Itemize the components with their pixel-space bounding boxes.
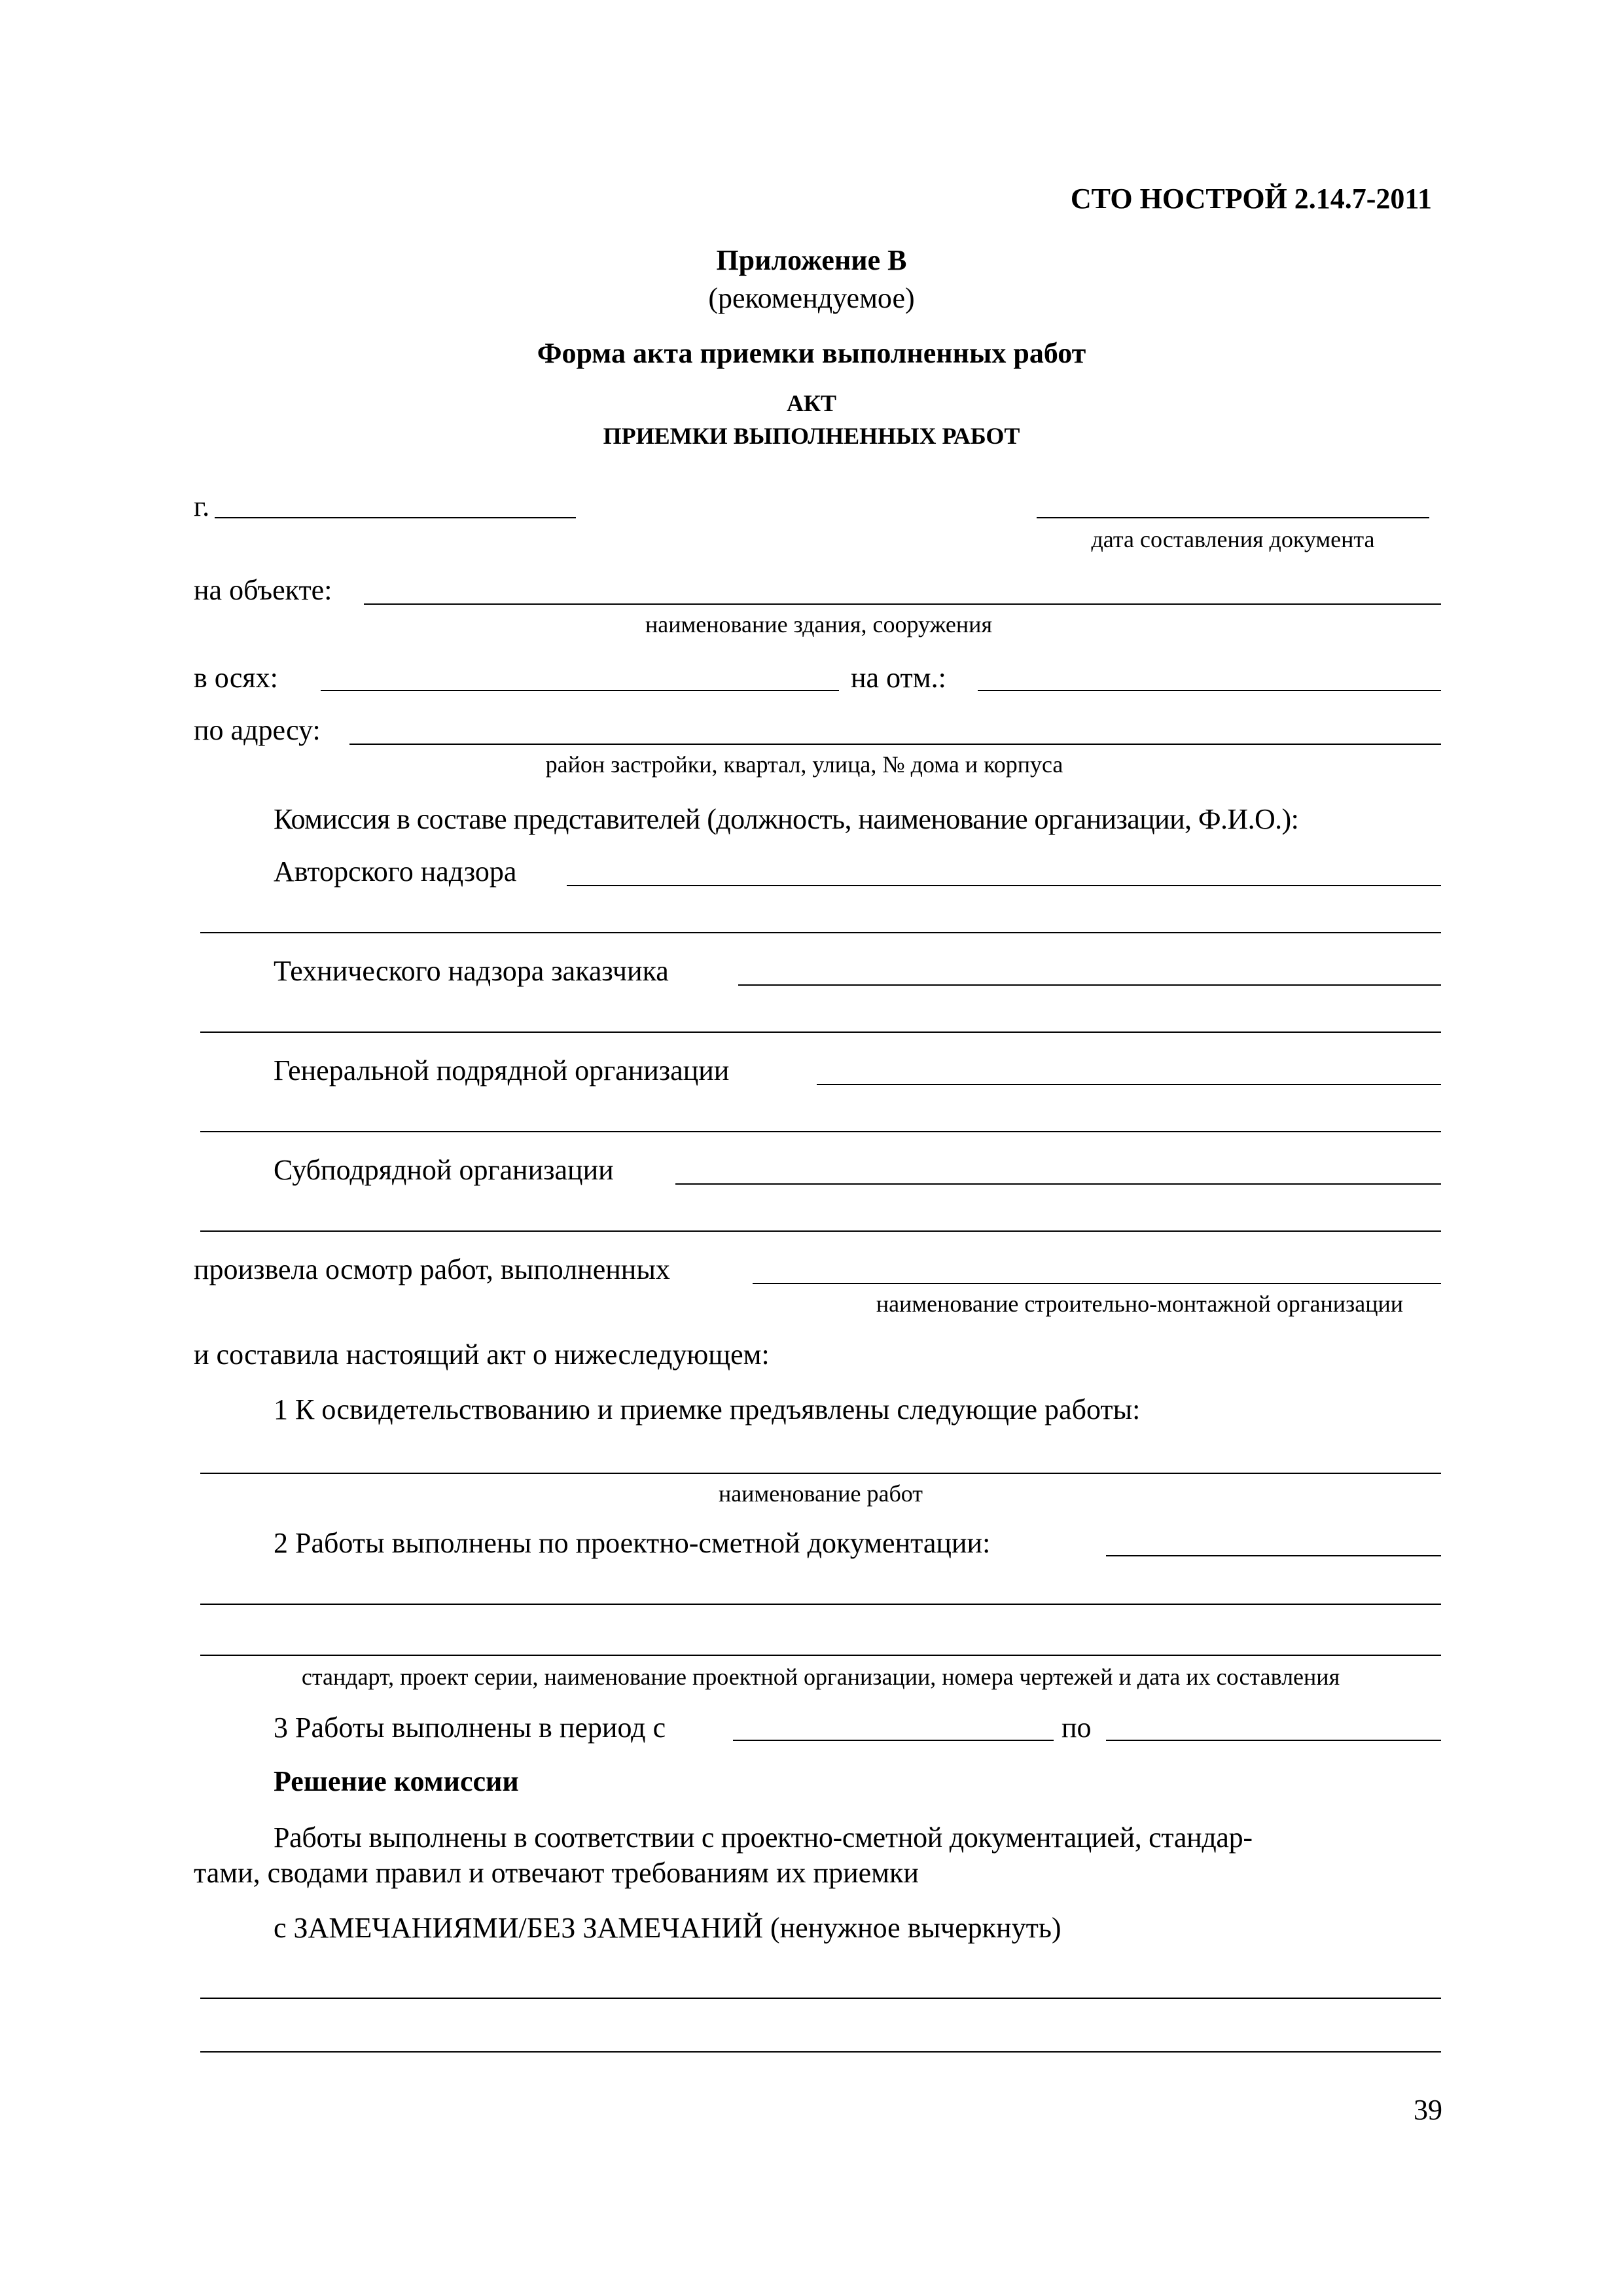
general-contractor-label: Генеральной подрядной организации (274, 1054, 730, 1086)
date-caption: дата составления документа (1091, 526, 1375, 552)
item1-field[interactable] (200, 1473, 1441, 1474)
appendix-title: Приложение В (716, 244, 907, 276)
item2-field-3[interactable] (200, 1655, 1441, 1656)
decision-text-line1: Работы выполнены в соответствии с проектно-сметной документацией, стандар- (274, 1821, 1253, 1854)
item1-caption: наименование работ (718, 1480, 923, 1507)
standard-code: СТО НОСТРОЙ 2.14.7-2011 (1070, 183, 1432, 215)
author-supervision-field[interactable] (567, 885, 1441, 886)
address-label: по адресу: (194, 714, 321, 746)
period-from-field[interactable] (733, 1740, 1054, 1741)
performed-caption: наименование строительно-монтажной организации (876, 1291, 1403, 1317)
item1-text: 1 К освидетельствованию и приемке предъявлены следующие работы: (274, 1393, 1141, 1426)
period-to-field[interactable] (1106, 1740, 1441, 1741)
city-field[interactable] (215, 517, 576, 518)
compiled-text: и составила настоящий акт о нижеследующем: (194, 1338, 770, 1371)
remarks-text: с ЗАМЕЧАНИЯМИ/БЕЗ ЗАМЕЧАНИЙ (ненужное вычеркнуть) (274, 1912, 1061, 1944)
address-field[interactable] (349, 744, 1441, 745)
item3-to-label: по (1061, 1712, 1092, 1744)
performed-field[interactable] (753, 1283, 1441, 1284)
date-field[interactable] (1037, 517, 1429, 518)
act-subtitle: ПРИЕМКИ ВЫПОЛНЕННЫХ РАБОТ (603, 423, 1020, 449)
technical-supervision-field[interactable] (738, 984, 1441, 986)
object-field[interactable] (364, 603, 1441, 605)
page-number: 39 (1414, 2094, 1442, 2126)
elevation-field[interactable] (978, 690, 1441, 691)
act-title: АКТ (786, 390, 837, 416)
subcontractor-label: Субподрядной организации (274, 1154, 614, 1186)
city-label: г. (194, 490, 210, 522)
general-contractor-field[interactable] (817, 1084, 1441, 1085)
form-title: Форма акта приемки выполненных работ (537, 337, 1086, 369)
remarks-field-2[interactable] (200, 2051, 1441, 2053)
appendix-status: (рекомендуемое) (708, 282, 915, 314)
item2-field-2[interactable] (200, 1604, 1441, 1605)
item2-field[interactable] (1106, 1555, 1441, 1556)
subcontractor-field-2[interactable] (200, 1230, 1441, 1232)
decision-title: Решение комиссии (274, 1765, 519, 1797)
address-caption: район застройки, квартал, улица, № дома и корпуса (545, 751, 1063, 778)
axes-label: в осях: (194, 662, 278, 694)
elevation-label: на отм.: (851, 662, 946, 694)
item2-text: 2 Работы выполнены по проектно-сметной документации: (274, 1527, 991, 1559)
object-label: на объекте: (194, 574, 332, 606)
item2-caption: стандарт, проект серии, наименование проектной организации, номера чертежей и дата их составления (301, 1664, 1340, 1690)
subcontractor-field[interactable] (675, 1183, 1441, 1185)
remarks-field[interactable] (200, 1998, 1441, 1999)
performed-label: произвела осмотр работ, выполненных (194, 1253, 670, 1285)
author-supervision-field-2[interactable] (200, 932, 1441, 933)
item3-from-label: 3 Работы выполнены в период с (274, 1712, 666, 1744)
author-supervision-label: Авторского надзора (274, 855, 517, 888)
general-contractor-field-2[interactable] (200, 1131, 1441, 1132)
object-caption: наименование здания, сооружения (645, 611, 992, 637)
technical-supervision-field-2[interactable] (200, 1031, 1441, 1033)
decision-text-line2: тами, сводами правил и отвечают требованиям их приемки (194, 1857, 919, 1889)
axes-field[interactable] (321, 690, 839, 691)
technical-supervision-label: Технического надзора заказчика (274, 955, 669, 987)
commission-intro: Комиссия в составе представителей (должность, наименование организации, Ф.И.О.): (274, 803, 1299, 835)
